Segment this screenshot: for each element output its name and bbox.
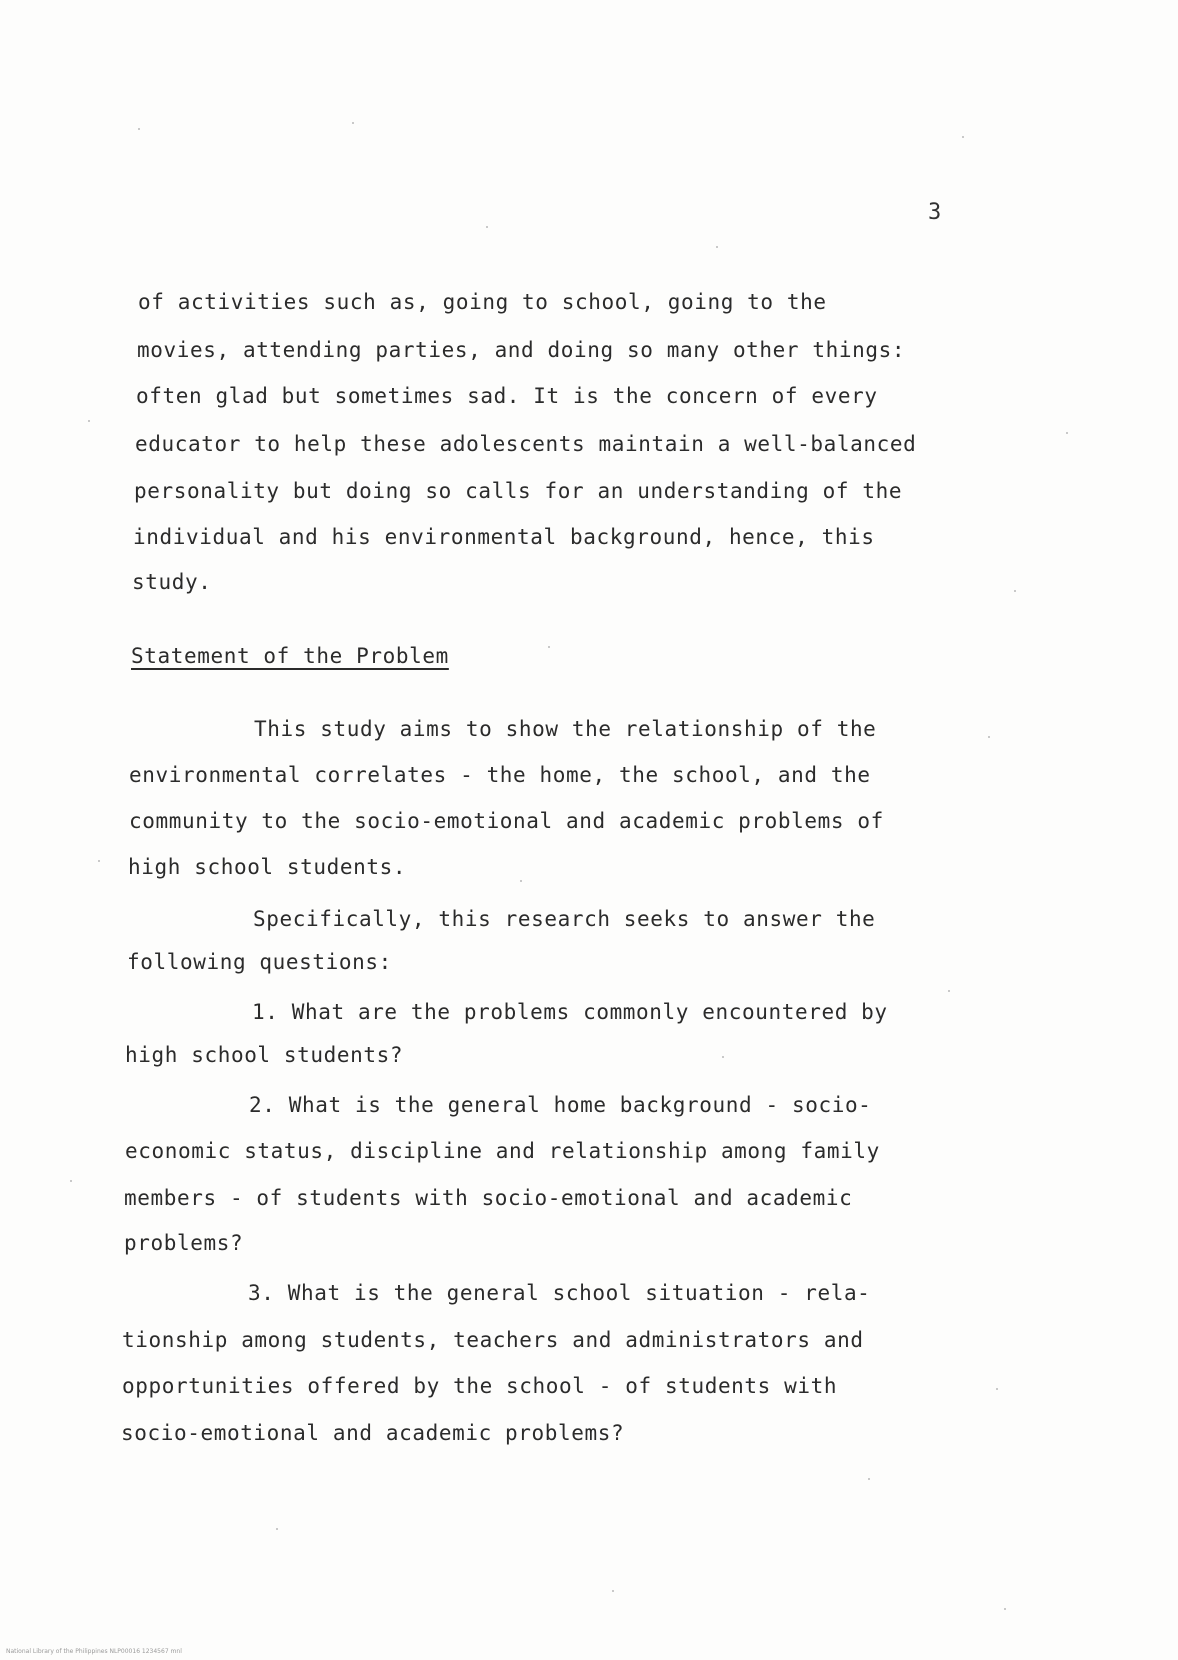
question-line: members - of students with socio-emotional and academic [124, 1186, 853, 1210]
question-line: problems? [124, 1231, 244, 1255]
scan-speck [868, 1478, 870, 1480]
scan-speck [88, 420, 90, 422]
paragraph-line: individual and his environmental background, hence, this [133, 525, 875, 549]
paragraph-line: personality but doing so calls for an understanding of the [134, 479, 903, 503]
scan-speck [612, 1590, 614, 1592]
paragraph-line: high school students. [128, 855, 407, 879]
paragraph-line: of activities such as, going to school, going to the [138, 290, 827, 314]
scan-speck [1014, 590, 1016, 592]
question-line: opportunities offered by the school - of students with [122, 1374, 838, 1398]
scan-speck [520, 880, 522, 882]
paragraph-line: This study aims to show the relationship of the [254, 717, 877, 741]
question-line: socio-emotional and academic problems? [121, 1421, 625, 1445]
scan-speck [98, 860, 100, 862]
scan-speck [962, 136, 964, 138]
paragraph-line: educator to help these adolescents maintain a well-balanced [135, 432, 917, 456]
question-line: tionship among students, teachers and administrators and [122, 1328, 864, 1352]
scan-speck [1066, 432, 1068, 434]
paragraph-line: Specifically, this research seeks to answer the [253, 907, 876, 931]
scan-speck [988, 736, 990, 738]
scan-speck [996, 1388, 998, 1390]
scan-speck [276, 1528, 278, 1530]
scan-speck [948, 990, 950, 992]
paragraph-line: environmental correlates - the home, the school, and the [129, 763, 871, 787]
scan-speck [722, 1056, 724, 1058]
page-number: 3 [928, 200, 942, 225]
paragraph-line: study. [132, 570, 212, 594]
question-line: economic status, discipline and relationship among family [125, 1139, 880, 1163]
question-line: 2. What is the general home background - socio- [249, 1093, 872, 1117]
scan-speck [1004, 1608, 1006, 1610]
paragraph-line: movies, attending parties, and doing so many other things: [137, 338, 906, 362]
section-heading: Statement of the Problem [131, 644, 449, 668]
scan-speck [548, 646, 550, 648]
scan-speck [716, 246, 718, 248]
scan-speck [70, 1180, 72, 1182]
paragraph-line: often glad but sometimes sad. It is the concern of every [136, 384, 878, 408]
scan-speck [352, 122, 354, 124]
paragraph-line: community to the socio-emotional and academic problems of [129, 809, 884, 833]
question-line: 3. What is the general school situation - rela- [248, 1281, 871, 1305]
scan-speck [138, 128, 140, 130]
scan-footer: National Library of the Philippines NLP00016 1234567 mnl [6, 1648, 182, 1655]
scan-speck [486, 226, 488, 228]
question-line: high school students? [125, 1043, 404, 1067]
question-line: 1. What are the problems commonly encountered by [252, 1000, 888, 1024]
paragraph-line: following questions: [127, 950, 392, 974]
